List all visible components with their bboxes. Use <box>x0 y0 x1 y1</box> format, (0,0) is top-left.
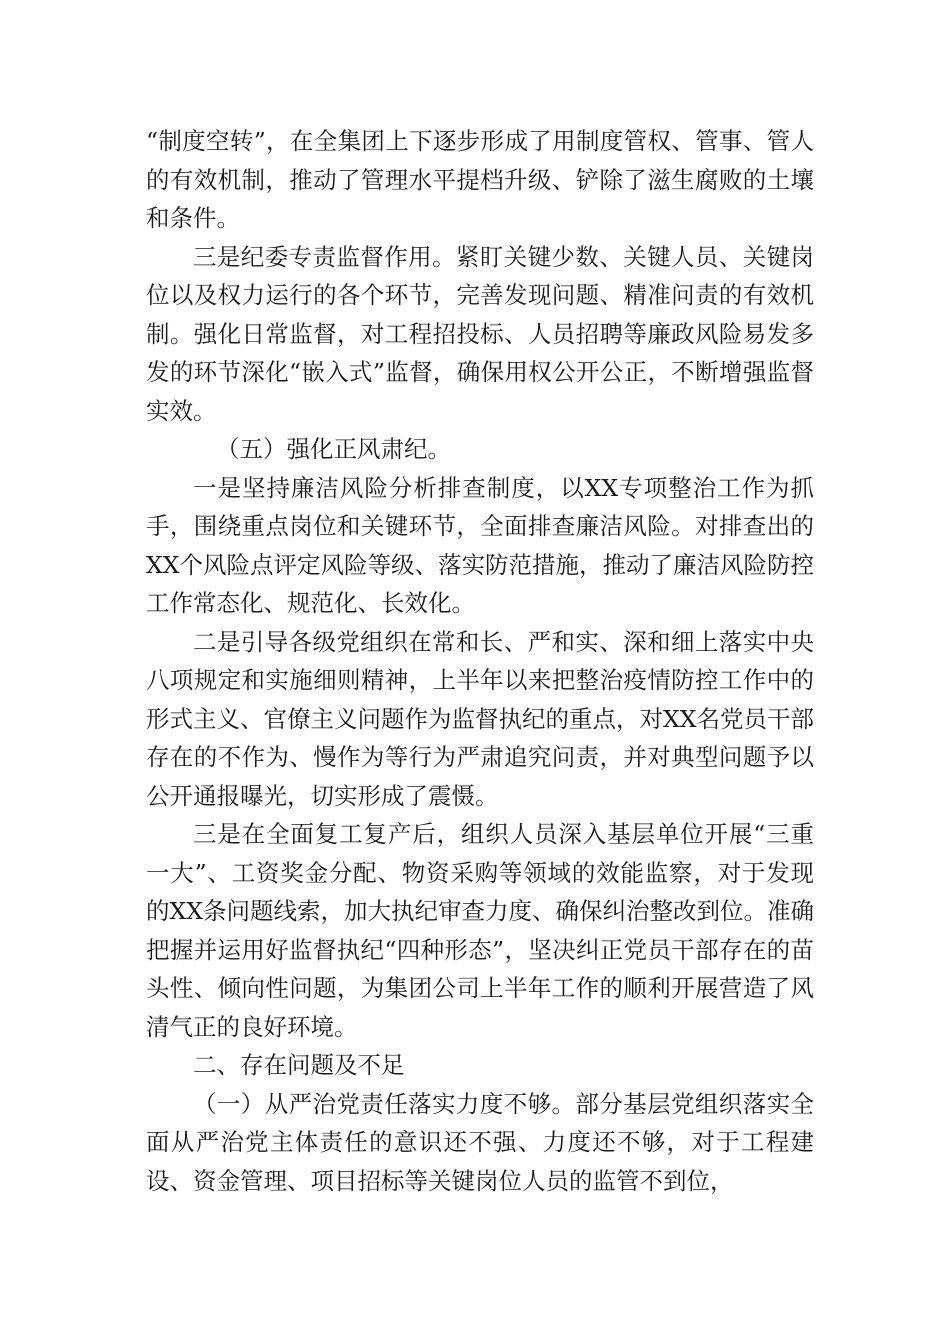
paragraph-continuation: “制度空转”，在全集团上下逐步形成了用制度管权、管事、管人的有效机制，推动了管理水平提档升级、铲除了滋生腐败的土壤和条件。 <box>146 127 814 232</box>
document-body <box>146 122 814 1200</box>
paragraph-discipline-supervision: 三是纪委专责监督作用。紧盯关键少数、关键人员、关键岗位以及权力运行的各个环节，完善发现问题、精准问责的有效机制。强化日常监督，对工程招投标、人员招聘等廉政风险易发多发的环节深化“嵌入式”监督，确保用权公开公正，不断增强监督实效。 <box>146 242 814 425</box>
paragraph-efficiency-supervision: 三是在全面复工复产后，组织人员深入基层单位开展“三重一大”、工资奖金分配、物资采购等领域的效能监察，对于发现的XX条问题线索，加大执纪审查力度、确保纠治整改到位。准确把握并运用好监督执纪“四种形态”，坚决纠正党员干部存在的苗头性、倾向性问题，为集团公司上半年工作的顺利开展营造了风清气正的良好环境。 <box>146 820 814 1041</box>
section-heading-five: （五）强化正风肃纪。 <box>216 435 451 463</box>
paragraph-problem-one: （一）从严治党责任落实力度不够。部分基层党组织落实全面从严治党主体责任的意识还不强、力度还不够，对于工程建设、资金管理、项目招标等关键岗位人员的监管不到位， <box>146 1089 814 1195</box>
section-heading-problems: 二、存在问题及不足 <box>193 1051 405 1079</box>
paragraph-risk-check: 一是坚持廉洁风险分析排查制度，以XX专项整治工作为抓手，围绕重点岗位和关键环节，全面排查廉洁风险。对排查出的XX个风险点评定风险等级、落实防范措施，推动了廉洁风险防控工作常态化、规范化、长效化。 <box>146 473 814 617</box>
paragraph-eight-rules: 二是引导各级党组织在常和长、严和实、深和细上落实中央八项规定和实施细则精神，上半年以来把整治疫情防控工作中的形式主义、官僚主义问题作为监督执纪的重点，对XX名党员干部存在的不作为、慢作为等行为严肃追究问责，并对典型问题予以公开通报曝光，切实形成了震慑。 <box>146 627 814 810</box>
